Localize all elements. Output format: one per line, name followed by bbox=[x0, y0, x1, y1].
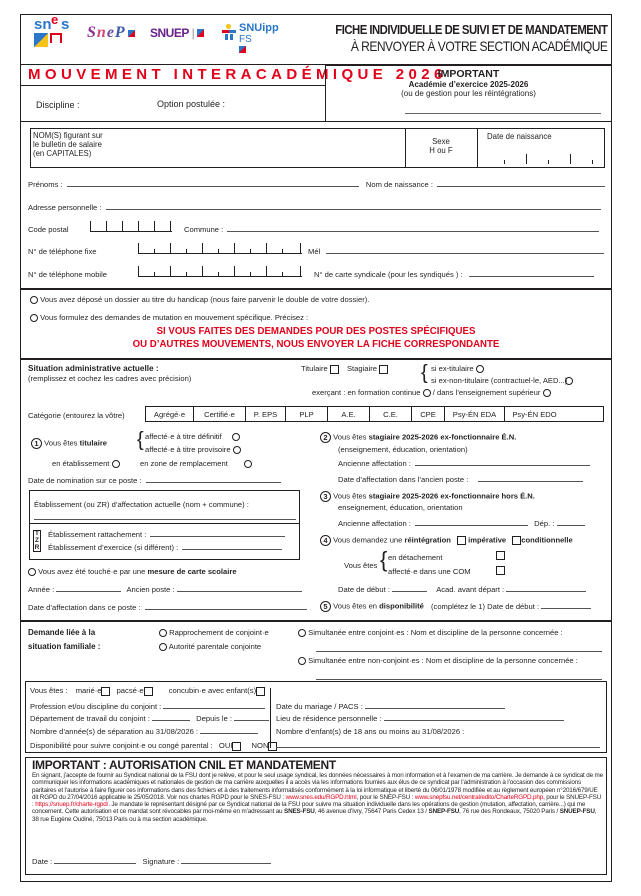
annee-field[interactable] bbox=[56, 585, 121, 592]
categorie-option[interactable]: P. EPS bbox=[245, 407, 285, 421]
discipline-label: Discipline : bbox=[36, 100, 80, 110]
imperative-checkbox[interactable] bbox=[457, 536, 466, 545]
categorie-option[interactable]: C.E. bbox=[369, 407, 411, 421]
date-affectation-field[interactable] bbox=[145, 603, 307, 610]
carte-scolaire-radio[interactable] bbox=[28, 568, 36, 576]
signature-field[interactable] bbox=[181, 857, 271, 864]
provisoire-row: affecté·e à titre provisoire bbox=[145, 445, 241, 454]
case5-date-field[interactable] bbox=[541, 602, 591, 609]
rattachement-field[interactable] bbox=[150, 530, 285, 537]
prenoms-label: Prénoms : bbox=[28, 180, 63, 189]
divider bbox=[20, 288, 612, 290]
formation-continue-radio[interactable] bbox=[423, 389, 431, 397]
signature-row: Date : Signature : bbox=[32, 857, 271, 866]
case3-number: 3 bbox=[320, 491, 331, 502]
rapprochement-row: Rapprochement de conjoint·e bbox=[159, 628, 269, 637]
separation-row: Nombre d’année(s) de séparation au 31/08/2026 : bbox=[30, 727, 258, 736]
zone-radio[interactable] bbox=[244, 460, 252, 468]
cnil-text: En signant, j’accepte de fournir au Syndicat national de la FSU dont je relève, et pour le seul usage syndical, les données nécessaires à mon information et à l’examen de ma carrière. Je demande à ce syndicat de me communiquer les informations académiques et nationales de gestion de ma carrière auxquelles il a accès via les informations fournies aux élus de ce syndicat par l’administration à l’occasion des commissions paritaires et l’autorise à faire figurer ces informations dans des fichiers et à des traitements informatisés conformément à la loi informatique et liberté du 06/01/1978 modifiée et au règlement européen n°2016/679/UE dit RGPD du 27/04/2016 applicable le 25/05/2018. Voir nos chartes RGPD pour le SNES-FSU : www.snes.edu/RGPD.html, pour le SNEP-FSU : www.snepfsu.net/central/edito/CharteRGPD.php, pour le SNUEP-FSU : https://snuep.fr/charte-rgpd/. Je mandate le représentant désigné par ce Syndicat national de la FSU pour suivre ma situation individuelle dans les opérations de gestion (mutation, affectation, carrière...) qui me concernent. Cette autorisation et ce mandat sont révocables par moi-même en m’adressant au SNES-FSU, 46 avenue d’Ivry, 75647 Paris Cedex 13 / SNEP-FSU, 76 rue des Rondeaux, 75020 Paris / SNUEP-FSU, 38 rue Eugène Oudiné, 75013 Paris ou à ma section académique. bbox=[32, 772, 603, 823]
divider bbox=[20, 358, 612, 360]
snep-rgpd-link[interactable]: www.snepfsu.net/central/edito/CharteRGPD.php bbox=[414, 793, 544, 801]
acad-avant-field[interactable] bbox=[506, 585, 586, 592]
enfants-field[interactable] bbox=[276, 740, 600, 748]
com-checkbox[interactable] bbox=[496, 566, 505, 575]
ens-sup-radio[interactable] bbox=[543, 389, 551, 397]
concubin-checkbox[interactable] bbox=[256, 687, 265, 696]
case4-date-row: Date de début : Acad. avant départ : bbox=[338, 585, 586, 594]
nom-naissance-field[interactable] bbox=[437, 180, 605, 187]
depuis-field[interactable] bbox=[234, 714, 269, 721]
divider bbox=[477, 128, 478, 168]
categorie-option[interactable]: A.E. bbox=[327, 407, 369, 421]
ex-non-titulaire-radio[interactable] bbox=[565, 377, 573, 385]
nom-naissance-label: Nom de naissance : bbox=[365, 180, 433, 189]
ex-titulaire-radio[interactable] bbox=[476, 365, 484, 373]
divider bbox=[270, 688, 271, 748]
exercant-row: exerçant : en formation continue / dans l’enseignement supérieur bbox=[312, 388, 551, 397]
important-academie: Académie d’exercice 2025-2026 bbox=[408, 80, 529, 89]
date-mariage-row: Date du mariage / PACS : bbox=[276, 702, 505, 711]
handicap-label: Vous avez déposé un dossier au titre du handicap (nous faire parvenir le double de votre dossier). bbox=[40, 295, 370, 304]
date-affectation-row: Date d’affectation dans ce poste : bbox=[28, 603, 307, 612]
title-line-2: À RENVOYER À VOTRE SECTION ACADÉMIQUE bbox=[350, 38, 607, 54]
situation-subtitle: (remplissez et cochez les cadres avec précision) bbox=[28, 374, 192, 383]
etablissement-row: en établissement bbox=[52, 459, 120, 468]
categorie-option[interactable]: Psy-ÉN EDO bbox=[504, 407, 564, 421]
simultanee-non-row: Simultanée entre non-conjoint·es : Nom et discipline de la personne concernée : bbox=[298, 656, 578, 665]
case2-date-row: Date d’affectation dans l’ancien poste : bbox=[338, 475, 583, 484]
snes-logo: sn e s bbox=[32, 16, 76, 54]
brace-icon: { bbox=[421, 362, 428, 384]
profession-row: Profession et/ou discipline du conjoint : bbox=[30, 702, 265, 711]
tel-mobile-field[interactable] bbox=[138, 267, 302, 277]
situation-title: Situation administrative actuelle : bbox=[28, 364, 159, 373]
categorie-table bbox=[145, 406, 604, 422]
departement-field[interactable] bbox=[152, 714, 190, 721]
ex-non-titulaire-row: si ex-non-titulaire (contractuel-le, AED...) bbox=[431, 376, 573, 385]
divider bbox=[29, 523, 300, 524]
annee-row: Année : Ancien poste : bbox=[28, 585, 302, 594]
autorite-row: Autorité parentale conjointe bbox=[159, 642, 261, 651]
prenoms-field[interactable] bbox=[67, 180, 359, 187]
oui-checkbox[interactable] bbox=[232, 742, 241, 751]
case2-date-field[interactable] bbox=[478, 475, 583, 482]
exercice-field[interactable] bbox=[182, 543, 282, 550]
separation-field[interactable] bbox=[200, 727, 258, 734]
snes-rgpd-link[interactable]: www.snes.edu/RGPD.html bbox=[285, 793, 357, 801]
dob-field[interactable] bbox=[500, 154, 596, 164]
simultanee-non-radio[interactable] bbox=[298, 657, 306, 665]
snep-logo: SneP bbox=[87, 24, 135, 42]
categorie-option[interactable]: Certifié·e bbox=[193, 407, 245, 421]
case4-heading: 4 Vous demandez une réintégration impérative conditionnelle bbox=[320, 535, 573, 546]
com-row: affecté·e dans une COM bbox=[388, 567, 471, 576]
mel-label: Mél bbox=[308, 247, 321, 256]
case5-number: 5 bbox=[320, 601, 331, 612]
case5-heading: 5 Vous êtes en disponibilité (complétez le 1) Date de début : bbox=[320, 601, 591, 612]
option-field[interactable] bbox=[235, 94, 320, 110]
tzr-badge: T Z R bbox=[34, 530, 40, 551]
option-label: Option postulée : bbox=[157, 99, 226, 109]
nom-field[interactable] bbox=[125, 130, 403, 166]
adresse-label: Adresse personnelle : bbox=[28, 203, 102, 212]
profession-field[interactable] bbox=[163, 702, 265, 709]
tel-fixe-label: N° de téléphone fixe bbox=[28, 247, 97, 256]
case4-vous-etes: Vous êtes bbox=[344, 561, 378, 570]
case2-number: 2 bbox=[320, 432, 331, 443]
case2-heading: 2 Vous êtes stagiaire 2025-2026 ex-fonctionnaire É.N. bbox=[320, 432, 516, 443]
tel-mobile-label: N° de téléphone mobile bbox=[28, 270, 108, 279]
code-postal-field[interactable] bbox=[90, 222, 172, 232]
simultanee-row: Simultanée entre conjoint·es : Nom et discipline de la personne concernée : bbox=[298, 628, 563, 637]
lieu-residence-field[interactable] bbox=[384, 714, 564, 721]
famille-heading: Demande liée à la situation familiale : bbox=[28, 628, 101, 651]
categorie-label: Catégorie (entourez la vôtre) bbox=[28, 411, 125, 420]
handicap-row bbox=[30, 295, 369, 304]
academie-field[interactable] bbox=[405, 104, 601, 114]
case3-sub: enseignement, éducation, orientation bbox=[338, 503, 463, 512]
case3-heading: 3 Vous êtes stagiaire 2025-2026 ex-fonctionnaire hors É.N. bbox=[320, 491, 535, 502]
movement-banner: MOUVEMENT INTERACADÉMIQUE 2026 bbox=[28, 66, 447, 83]
case4-number: 4 bbox=[320, 535, 331, 546]
marie-checkbox[interactable] bbox=[101, 687, 110, 696]
enfants-label: Nombre d’enfant(s) de 18 ans ou moins au 31/08/2026 : bbox=[276, 727, 465, 736]
definitif-radio[interactable] bbox=[232, 433, 240, 441]
title-line-1: FICHE INDIVIDUELLE DE SUIVI ET DE MANDATEMENT bbox=[334, 22, 607, 37]
simultanee-radio[interactable] bbox=[298, 629, 306, 637]
important-gestion: (ou de gestion pour les réintégrations) bbox=[401, 89, 536, 98]
important-title: IMPORTANT bbox=[437, 68, 500, 80]
carte-syndicale-row bbox=[314, 270, 594, 279]
code-postal-label: Code postal bbox=[28, 225, 69, 234]
dob-label: Date de naissance bbox=[487, 132, 552, 141]
etablissement-radio[interactable] bbox=[112, 460, 120, 468]
sexe-label: Sexe H ou F bbox=[429, 137, 453, 155]
simultanee-non-field[interactable] bbox=[316, 672, 602, 680]
exercice-row: Établissement d’exercice (si différent) : bbox=[48, 543, 282, 552]
case1-number: 1 bbox=[31, 438, 42, 449]
case3-ancienne-field[interactable] bbox=[415, 519, 528, 526]
tel-fixe-field[interactable] bbox=[138, 244, 302, 254]
pacse-checkbox[interactable] bbox=[144, 687, 153, 696]
ancien-poste-field[interactable] bbox=[177, 585, 302, 592]
stagiaire-label: Stagiaire bbox=[346, 364, 377, 373]
mel-row bbox=[308, 247, 604, 256]
mel-field[interactable] bbox=[326, 247, 604, 254]
case2-ancienne-field[interactable] bbox=[415, 459, 590, 466]
rapprochement-radio[interactable] bbox=[159, 629, 167, 637]
specifique-radio[interactable] bbox=[30, 314, 38, 322]
divider bbox=[20, 620, 612, 622]
commune-label: Commune : bbox=[184, 225, 224, 234]
cnil-title: IMPORTANT : AUTORISATION CNIL ET MANDATEMENT bbox=[32, 758, 336, 772]
categorie-option[interactable]: Psy-ÉN EDA bbox=[444, 407, 504, 421]
provisoire-radio[interactable] bbox=[233, 446, 241, 454]
carte-syndicale-field[interactable] bbox=[469, 270, 594, 277]
date-nomination-field[interactable] bbox=[146, 476, 281, 483]
case3-dep-field[interactable] bbox=[557, 519, 585, 526]
specifique-row bbox=[30, 313, 308, 322]
rattachement-row: Établissement rattachement : bbox=[48, 530, 285, 539]
discipline-field[interactable] bbox=[90, 94, 150, 110]
adresse-row bbox=[28, 203, 601, 212]
carte-syndicale-label: N° de carte syndicale (pour les syndiqués ) : bbox=[314, 270, 463, 279]
simultanee-field[interactable] bbox=[316, 644, 602, 652]
carte-scolaire-row: Vous avez été touché·e par une mesure de carte scolaire bbox=[28, 567, 237, 576]
union-logos: sn e s SneP SNUEP | SNUipp FS bbox=[32, 16, 282, 54]
definitif-row: affecté·e à titre définitif bbox=[145, 432, 240, 441]
stagiaire-checkbox[interactable] bbox=[379, 365, 388, 374]
case4-date-field[interactable] bbox=[392, 585, 427, 592]
zone-row: en zone de remplacement bbox=[140, 459, 252, 468]
statut-row bbox=[301, 364, 388, 374]
adresse-field[interactable] bbox=[106, 203, 601, 210]
etab-actuel-label: Établissement (ou ZR) d’affectation actuelle (nom + commune) : bbox=[34, 500, 249, 509]
snuep-logo: SNUEP | bbox=[150, 26, 204, 40]
form-title bbox=[335, 21, 607, 55]
specifique-label: Vous formulez des demandes de mutation en mouvement spécifique. Précisez : bbox=[40, 313, 309, 322]
commune-row bbox=[184, 225, 599, 234]
disponibilite-row: Disponibilité pour suivre conjoint·e ou congé parental : OUI NON bbox=[30, 741, 277, 751]
date-field[interactable] bbox=[54, 857, 136, 864]
categorie-option[interactable]: PLP bbox=[285, 407, 327, 421]
categorie-option[interactable]: Agrégé·e bbox=[145, 407, 193, 421]
divider bbox=[20, 121, 612, 122]
date-nomination-row: Date de nomination sur ce poste : bbox=[28, 476, 281, 485]
categorie-option[interactable]: CPE bbox=[411, 407, 444, 421]
conditionnelle-checkbox[interactable] bbox=[512, 536, 521, 545]
case1-heading: 1 Vous êtes titulaire bbox=[31, 438, 107, 449]
case2-sub: (enseignement, éducation, orientation) bbox=[338, 445, 468, 454]
snuep-rgpd-link[interactable]: https://snuep.fr/charte-rgpd/ bbox=[35, 801, 109, 809]
prenoms-row bbox=[28, 180, 605, 189]
divider bbox=[20, 85, 325, 86]
ex-titulaire-row: si ex-titulaire bbox=[431, 364, 484, 373]
situation-heading bbox=[28, 364, 191, 384]
handicap-radio[interactable] bbox=[30, 296, 38, 304]
case3-ancienne-row: Ancienne affectation : Dép. : bbox=[338, 519, 585, 528]
titulaire-label: Titulaire bbox=[301, 364, 328, 373]
titulaire-checkbox[interactable] bbox=[330, 365, 339, 374]
commune-field[interactable] bbox=[227, 225, 599, 232]
brace-icon: { bbox=[380, 547, 388, 572]
lieu-residence-row: Lieu de résidence personnelle : bbox=[276, 714, 564, 723]
detachement-checkbox[interactable] bbox=[496, 551, 505, 560]
important-box-content bbox=[325, 68, 612, 98]
detachement-row: en détachement bbox=[388, 553, 443, 562]
date-mariage-field[interactable] bbox=[365, 702, 505, 709]
autorite-radio[interactable] bbox=[159, 643, 167, 651]
code-postal-row bbox=[28, 225, 69, 234]
case2-ancienne-row: Ancienne affectation : bbox=[338, 459, 590, 468]
nom-label: NOM(S) figurant sur le bulletin de salaire (en CAPITALES) bbox=[33, 131, 103, 158]
departement-row: Département de travail du conjoint : Depuis le : bbox=[30, 714, 269, 723]
etab-actuel-field[interactable] bbox=[34, 510, 296, 520]
vous-etes-row: Vous êtes : marié·e pacsé·e concubin·e avec enfant(s) bbox=[30, 686, 265, 696]
brace-icon: { bbox=[137, 429, 144, 451]
specific-warning: SI VOUS FAITES DES DEMANDES POUR DES POSTES SPÉCIFIQUES OU D’AUTRES MOUVEMENTS, NOUS ENVOYER LA FICHE CORRESPONDANTE bbox=[132, 325, 500, 350]
